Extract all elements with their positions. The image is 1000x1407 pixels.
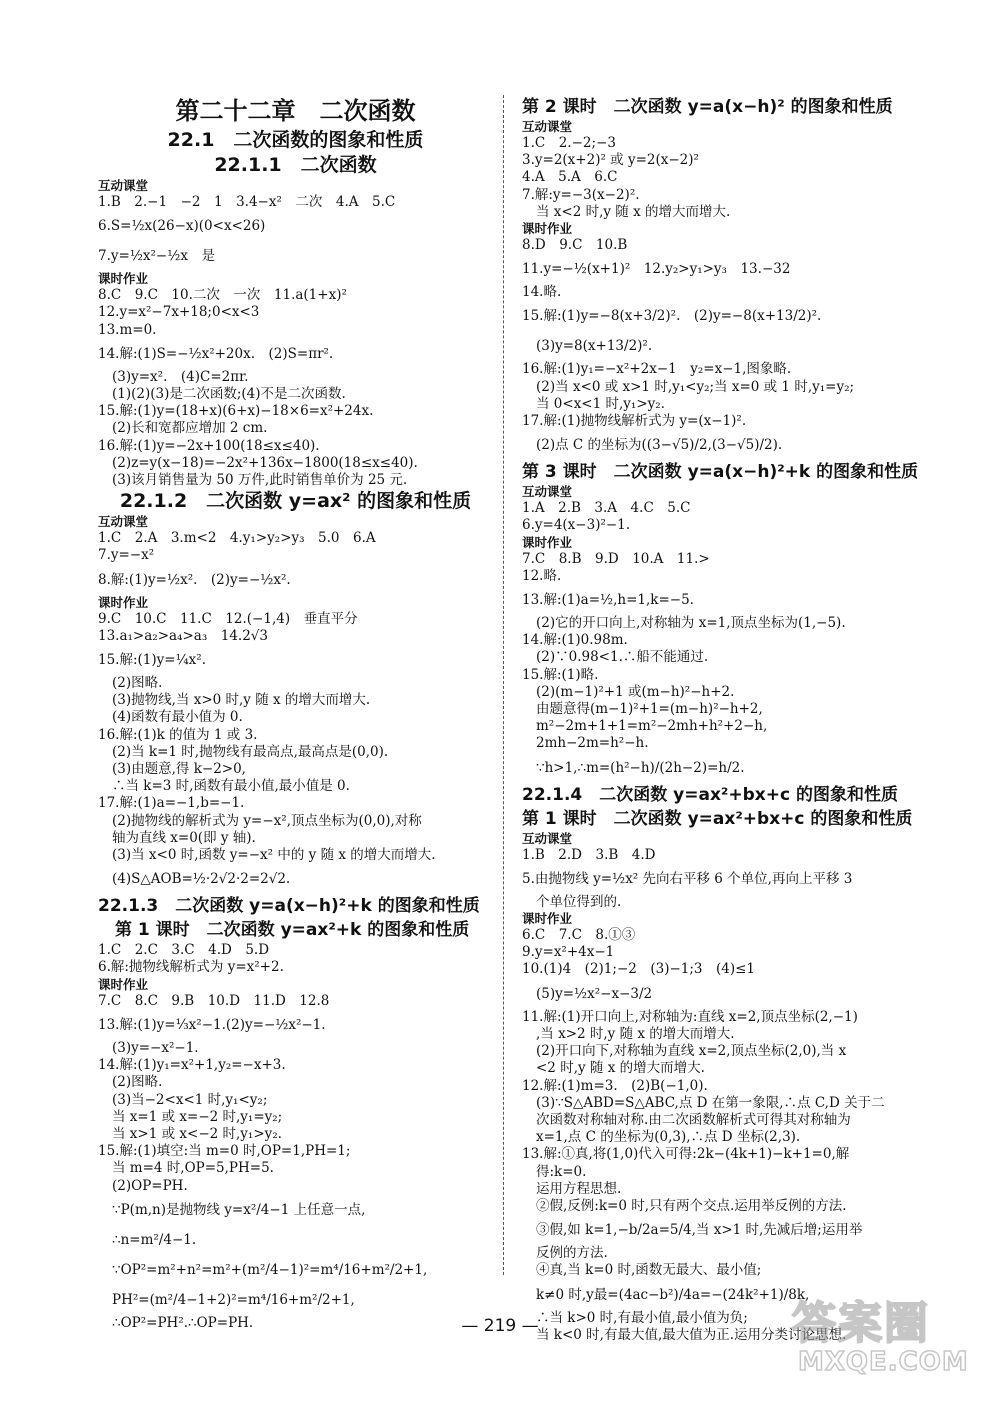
answer-line: (3)y=8(x+13/2)². xyxy=(536,338,653,355)
answer-line: (2)点 C 的坐标为((3−√5)/2,(3−√5)/2). xyxy=(536,437,783,454)
watermark-url: MXQE.COM xyxy=(798,1347,969,1377)
answer-line: (2)图略. xyxy=(112,1074,163,1091)
answer-line: (2)开口向下,对称轴为直线 x=2,顶点坐标(2,0),当 x xyxy=(536,1043,847,1060)
answer-line: (2)当 x<0 或 x>1 时,y₁<y₂;当 x=0 或 1 时,y₁=y₂; xyxy=(536,378,855,395)
answer-line: ∵P(m,n)是抛物线 y=x²/4−1 上任意一点, xyxy=(112,1201,366,1218)
answer-line: (2)z=y(x−18)=−2x²+136x−1800(18≤x≤40). xyxy=(112,454,418,471)
answer-line: 得:k=0. xyxy=(536,1163,587,1180)
answer-line: 当 0<x<1 时,y₁>y₂. xyxy=(536,395,665,412)
section-heading: 22.1.2 二次函数 y=ax² 的图象和性质 xyxy=(119,490,472,513)
answer-line: 14.略. xyxy=(522,284,562,301)
section-label: 课时作业 xyxy=(522,534,573,550)
answer-line: 8.D 9.C 10.B xyxy=(522,237,628,254)
answer-line: 1.A 2.B 3.A 4.C 5.C xyxy=(522,500,691,517)
subsection-heading: 第 1 课时 二次函数 y=ax²+bx+c 的图象和性质 xyxy=(522,808,913,829)
section-heading: 22.1.1 二次函数 xyxy=(214,154,377,176)
answer-line: 6.解:抛物线解析式为 y=x²+2. xyxy=(98,959,284,976)
section-label: 课时作业 xyxy=(522,911,573,927)
answer-line: (2)(m−1)²+1 或(m−h)²−h+2. xyxy=(536,683,735,700)
answer-line: 当 x=1 或 x=−2 时,y₁=y₂; xyxy=(112,1108,283,1125)
answer-line: 4.A 5.A 6.C xyxy=(522,169,618,186)
answer-line: 当 x<2 时,y 随 x 的增大而增大. xyxy=(536,203,731,220)
answer-line: ②假,反例:k=0 时,只有两个交点.运用举反例的方法. xyxy=(536,1197,847,1214)
answer-line: ∵OP²=m²+n²=m²+(m²/4−1)²=m⁴/16+m²/2+1, xyxy=(112,1261,428,1278)
answer-line: 运用方程思想. xyxy=(536,1180,622,1197)
watermark-text: 答案圈 xyxy=(792,1298,930,1349)
answer-line: (1)(2)(3)是二次函数;(4)不是二次函数. xyxy=(112,386,346,403)
subsection-heading: 第 2 课时 二次函数 y=a(x−h)² 的图象和性质 xyxy=(522,97,893,117)
answer-line: 个单位得到的. xyxy=(536,893,622,910)
column-divider xyxy=(503,95,504,1275)
answer-line: (2)长和宽都应增加 2 cm. xyxy=(112,420,268,437)
answer-line: ∴OP²=PH².∴OP=PH. xyxy=(112,1314,254,1331)
section-label: 课时作业 xyxy=(98,271,149,287)
section-label: 互动课堂 xyxy=(98,514,149,530)
answer-line: ③假,如 k=1,−b/2a=5/4,当 x>1 时,先减后增;运用举 xyxy=(536,1222,863,1239)
answer-line: 17.解:(1)a=−1,b=−1. xyxy=(98,795,245,812)
answer-line: (2)抛物线的解析式为 y=−x²,顶点坐标为(0,0),对称 xyxy=(112,812,422,829)
answer-line: 7.C 8.B 9.D 10.A 11.> xyxy=(522,550,710,567)
section-label: 互动课堂 xyxy=(98,178,149,193)
answer-line: (3)y=−x²−1. xyxy=(112,1039,199,1056)
answer-line: (3)抛物线,当 x>0 时,y 随 x 的增大而增大. xyxy=(112,692,371,709)
answer-line: 13.a₁>a₂>a₄>a₃ 14.2√3 xyxy=(98,627,268,644)
answer-line: 次函数对称轴对称.由二次函数解析式可得其对称轴为 xyxy=(536,1111,851,1128)
answer-line: (2)∵0.98<1.∴船不能通过. xyxy=(536,649,709,666)
answer-line: 12.y=x²−7x+18;0<x<3 xyxy=(98,304,260,321)
answer-line: 12.解:(1)m=3. (2)B(−1,0). xyxy=(522,1077,708,1094)
answer-line: 6.y=4(x−3)²−1. xyxy=(522,517,631,534)
answer-line: ,当 x>2 时,y 随 x 的增大而增大. xyxy=(536,1025,735,1042)
answer-line: 1.B 2.−1 −2 1 3.4−x² 二次 4.A 5.C xyxy=(98,194,396,210)
answer-line: 7.解:y=−3(x−2)². xyxy=(522,186,640,203)
answer-line: 13.解:(1)y=⅓x²−1.(2)y=−½x²−1. xyxy=(98,1016,326,1033)
subsection-heading: 22.1.3 二次函数 y=a(x−h)²+k 的图象和性质 xyxy=(98,896,480,917)
answer-line: x=1,点 C 的坐标为(0,3),∴点 D 坐标(2,3). xyxy=(536,1129,801,1146)
subsection-heading: 22.1.4 二次函数 y=ax²+bx+c 的图象和性质 xyxy=(522,784,898,805)
answer-line: 1.C 2.C 3.C 4.D 5.D xyxy=(98,942,270,959)
answer-line: 13.解:(1)a=½,h=1,k=−5. xyxy=(522,592,694,609)
answer-line: 9.C 10.C 11.C 12.(−1,4) 垂直平分 xyxy=(98,610,358,627)
answer-line: 15.解:(1)略. xyxy=(522,666,599,683)
answer-line: (3)当 x<0 时,函数 y=−x² 中的 y 随 x 的增大而增大. xyxy=(112,847,436,864)
subsection-heading: 第 3 课时 二次函数 y=a(x−h)²+k 的图象和性质 xyxy=(522,462,919,483)
answer-line: PH²=(m²/4−1+2)²=m⁴/16+m²/2+1, xyxy=(112,1291,355,1308)
answer-line: 3.y=2(x+2)² 或 y=2(x−2)² xyxy=(522,152,699,169)
answer-line: 15.解:(1)y=−8(x+3/2)². (2)y=−8(x+13/2)². xyxy=(522,308,822,325)
answer-line: 7.C 8.C 9.B 10.D 11.D 12.8 xyxy=(98,992,330,1009)
answer-line: 反例的方法. xyxy=(536,1245,608,1262)
answer-line: 当 x>1 或 x<−2 时,y₁>y₂. xyxy=(112,1125,282,1142)
answer-line: (2)当 k=1 时,抛物线有最高点,最高点是(0,0). xyxy=(112,743,389,760)
answer-line: 10.(1)4 (2)1;−2 (3)−1;3 (4)≤1 xyxy=(522,961,756,978)
answer-line: 11.y=−½(x+1)² 12.y₂>y₁>y₃ 13.−32 xyxy=(522,261,791,278)
answer-line: 7.y=−x² xyxy=(98,547,155,564)
answer-line: 13.解:①真,将(1,0)代入可得:2k−(4k+1)−k+1=0,解 xyxy=(522,1146,850,1163)
answer-line: 1.B 2.D 3.B 4.D xyxy=(522,846,656,863)
answer-line: 9.y=x²+4x−1 xyxy=(522,944,615,961)
answer-line: 14.解:(1)y₁=x²+1,y₂=−x+3. xyxy=(98,1057,286,1074)
answer-line: 5.由抛物线 y=½x² 先向右平移 6 个单位,再向上平移 3 xyxy=(522,870,853,887)
answer-line: ④真,当 k=0 时,函数无最大、最小值; xyxy=(536,1262,762,1279)
answer-line: 1.C 2.A 3.m<2 4.y₁>y₂>y₃ 5.0 6.A xyxy=(98,530,376,547)
answer-line: ∴当 k>0 时,有最小值,最小值为负; xyxy=(536,1309,748,1326)
answer-line: 16.解:(1)y₁=−x²+2x−1 y₂=x−1,图象略. xyxy=(522,361,792,378)
left-column xyxy=(98,95,493,1332)
answer-line: ∴当 k=3 时,函数有最小值,最小值是 0. xyxy=(112,778,350,795)
section-label: 互动课堂 xyxy=(522,119,573,134)
answer-line: 7.y=½x²−½x 是 xyxy=(98,248,215,265)
section-label: 互动课堂 xyxy=(522,484,573,500)
answer-line: 2mh−2m=h²−h. xyxy=(536,735,649,752)
answer-line: (3)该月销售量为 50 万件,此时销售单价为 25 元. xyxy=(112,472,408,489)
answer-line: 11.解:(1)开口向上,对称轴为:直线 x=2,顶点坐标(2,−1) xyxy=(522,1008,858,1025)
answer-line: (3)y=x². (4)C=2πr. xyxy=(112,368,249,385)
answer-line: 12.略. xyxy=(522,567,562,584)
answer-line: 15.解:(1)填空:当 m=0 时,OP=1,PH=1; xyxy=(98,1143,351,1160)
answer-line: (4)函数有最小值为 0. xyxy=(112,709,243,726)
watermark-logo xyxy=(784,1283,974,1393)
right-column xyxy=(522,95,922,1344)
chapter-title: 第二十二章 二次函数 xyxy=(175,97,416,125)
answer-line: 1.C 2.−2;−3 xyxy=(522,135,616,151)
answer-line: 14.解:(1)S=−½x²+20x. (2)S=πr². xyxy=(98,345,334,362)
answer-line: 8.解:(1)y=½x². (2)y=−½x². xyxy=(98,571,291,588)
answer-line: m²−2m+1+1=m²−2mh+h²+2−h, xyxy=(536,718,768,735)
answer-line: 15.解:(1)y=(18+x)(6+x)−18×6=x²+24x. xyxy=(98,403,374,420)
answer-line: (3)由题意,得 k−2>0, xyxy=(112,761,246,778)
answer-line: <2 时,y 随 x 的增大而增大. xyxy=(536,1060,705,1077)
subsection-heading: 第 1 课时 二次函数 y=ax²+k 的图象和性质 xyxy=(98,920,470,941)
answer-line: (2)图略. xyxy=(112,675,163,692)
answer-line: 14.解:(1)0.98m. xyxy=(522,632,628,649)
answer-line: k≠0 时,y最=(4ac−b²)/4a=−(24k²+1)/8k, xyxy=(536,1286,810,1303)
section-label: 课时作业 xyxy=(98,976,149,992)
answer-line: (2)OP=PH. xyxy=(112,1177,188,1194)
answer-line: 8.C 9.C 10.二次 一次 11.a(1+x)² xyxy=(98,287,347,304)
answer-line: ∴n=m²/4−1. xyxy=(112,1231,197,1248)
answer-line: (3)当−2<x<1 时,y₁<y₂; xyxy=(112,1091,268,1108)
answer-line: 16.解:(1)k 的值为 1 或 3. xyxy=(98,726,258,743)
answer-line: (4)S△AOB=½·2√2·2=2√2. xyxy=(112,871,291,888)
answer-line: 6.S=½x(26−x)(0<x<26) xyxy=(98,218,266,235)
answer-line: 6.C 7.C 8.①③ xyxy=(522,927,636,944)
answer-line: 当 k<0 时,有最大值,最大值为正.运用分类讨论思想. xyxy=(536,1326,847,1343)
answer-line: (2)它的开口向上,对称轴为 x=1,顶点坐标为(1,−5). xyxy=(536,615,846,632)
section-label: 课时作业 xyxy=(522,221,573,237)
answer-line: ∵h>1,∴m=(h²−h)/(2h−2)=h/2. xyxy=(536,759,745,776)
section-label: 课时作业 xyxy=(98,594,149,610)
answer-line: 由题意得(m−1)²+1=(m−h)²−h+2, xyxy=(536,701,763,718)
answer-line: 13.m=0. xyxy=(98,321,157,338)
answer-line: 轴为直线 x=0(即 y 轴). xyxy=(112,829,256,846)
answer-line: (5)y=½x²−x−3/2 xyxy=(536,985,653,1002)
answer-line: 17.解:(1)抛物线解析式为 y=(x−1)². xyxy=(522,413,747,430)
section-label: 互动课堂 xyxy=(522,830,573,846)
answer-line: 16.解:(1)y=−2x+100(18≤x≤40). xyxy=(98,437,320,454)
section-heading: 22.1 二次函数的图象和性质 xyxy=(167,129,424,151)
answer-line: (3)∵S△ABD=S△ABC,点 D 在第一象限,∴点 C,D 关于二 xyxy=(536,1094,885,1111)
page-number: — 219 — xyxy=(461,1316,539,1336)
answer-line: 15.解:(1)y=¼x². xyxy=(98,652,206,669)
answer-line: 当 m=4 时,OP=5,PH=5. xyxy=(112,1160,274,1177)
